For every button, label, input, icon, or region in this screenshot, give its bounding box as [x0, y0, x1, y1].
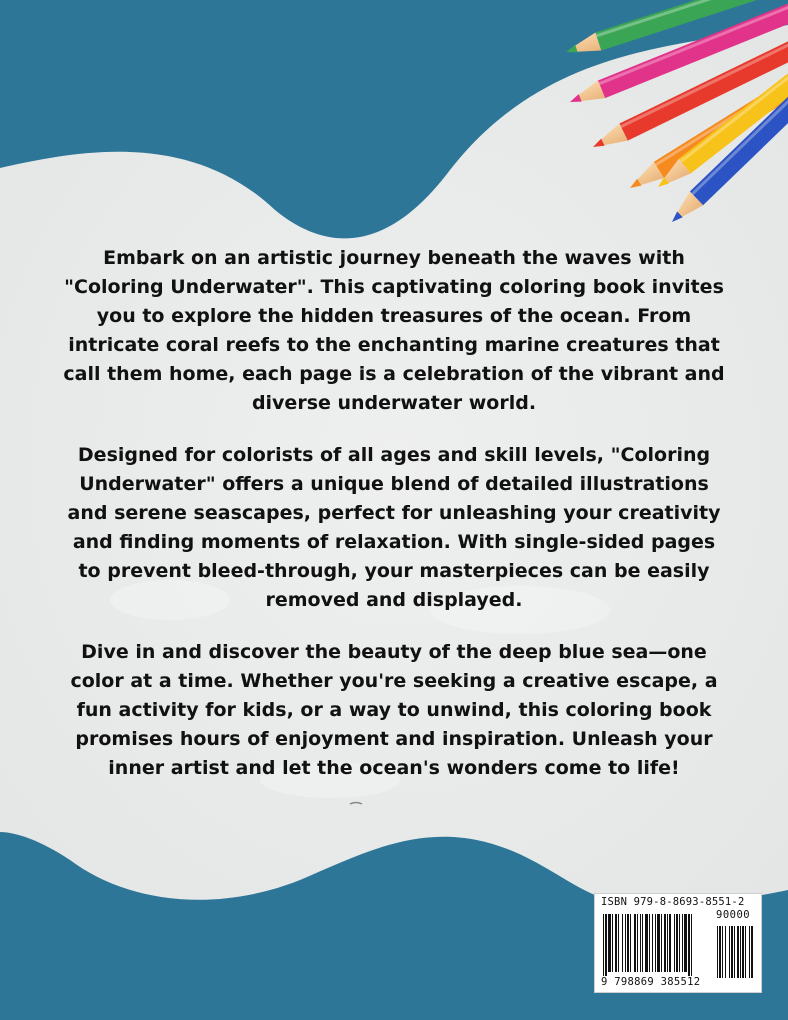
isbn-barcode-box — [594, 893, 762, 993]
description-paragraph-1: Embark on an artistic journey beneath the waves with "Coloring Underwater". This captivating coloring book invites you to explore the hidden treasures of the ocean. From intricate coral reefs to the enchanting marine creatures that call them home, each page is a celebration of the vibrant and diverse underwater world. — [63, 247, 725, 414]
description-paragraph-2: Designed for colorists of all ages and skill levels, "Coloring Underwater" offers a unique blend of detailed illustrations and serene seascapes, perfect for unleashing your creativity and finding moments of relaxation. With single-sided pages to prevent bleed-through, your masterpieces can be easily removed and displayed. — [67, 444, 721, 611]
barcode-price-code: 90000 — [716, 909, 751, 921]
description-paragraph-3: Dive in and discover the beauty of the deep blue sea—one color at a time. Whether you're seeking a creative escape, a fun activity for kids, or a way to unwind, this coloring book promises hours of enjoyment and inspiration. Unleash your inner artist and let the ocean's wonders come to life! — [70, 641, 718, 779]
isbn-label: ISBN 979-8-8693-8551-2 — [601, 896, 745, 908]
barcode-digits: 9 798869 385512 — [601, 976, 701, 988]
